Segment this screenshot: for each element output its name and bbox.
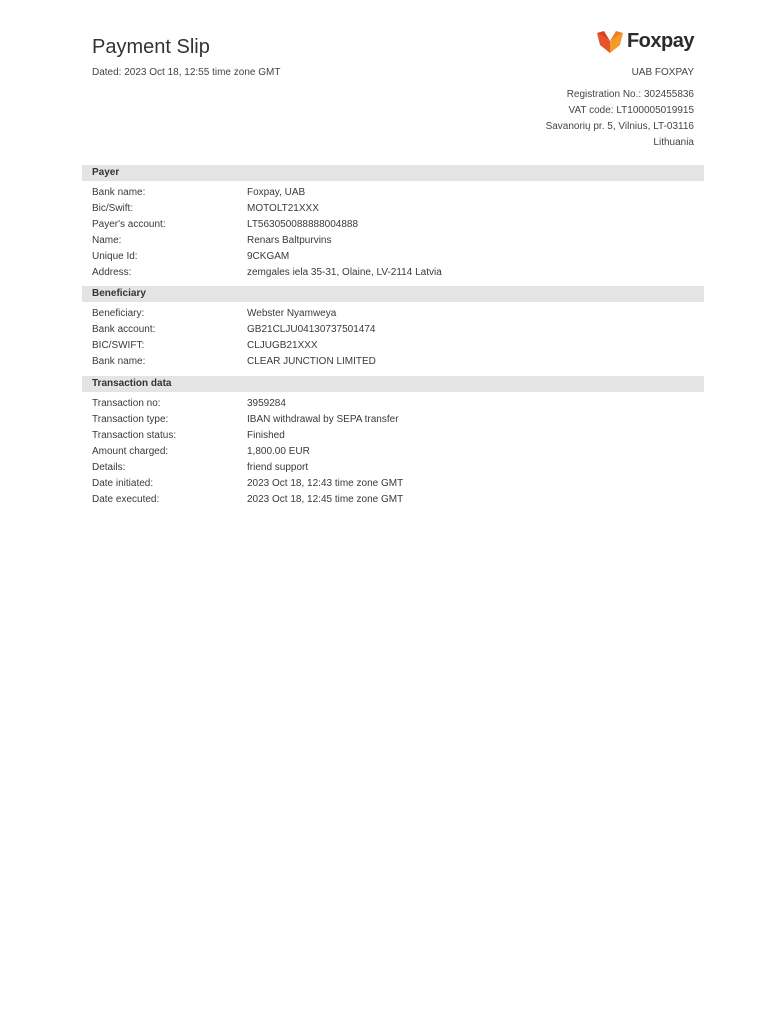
detail-row [82,354,704,370]
row-label: Bank account: [92,324,156,335]
row-label: Details: [92,462,126,473]
company-info [546,65,694,151]
row-label: Transaction status: [92,430,177,441]
row-value: 2023 Oct 18, 12:45 time zone GMT [247,494,404,505]
section-header-beneficiary: Beneficiary [82,286,704,302]
transaction-section [82,376,704,508]
detail-row [82,233,704,249]
logo-wordmark: Foxpay [626,30,694,52]
company-vat: VAT code: LT100005019915 [568,105,694,116]
beneficiary-section [82,286,704,370]
detail-row [82,396,704,412]
row-label: Bank name: [92,187,146,198]
company-name: UAB FOXPAY [631,67,694,78]
detail-row [82,322,704,338]
company-registration: Registration No.: 302455836 [566,89,694,100]
row-label: Name: [92,235,122,246]
detail-row [82,306,704,322]
row-label: Beneficiary: [92,308,145,319]
row-value: friend support [247,462,309,473]
detail-row [82,476,704,492]
fox-logo-icon [597,31,623,53]
page-title: Payment Slip [92,36,210,58]
detail-row [82,444,704,460]
company-country: Lithuania [653,137,694,148]
row-label: Amount charged: [92,446,169,457]
payer-section [82,165,704,281]
row-value: IBAN withdrawal by SEPA transfer [247,414,399,425]
row-value: 3959284 [247,398,286,409]
row-value: GB21CLJU04130737501474 [247,324,376,335]
row-value: Finished [247,430,285,441]
detail-row [82,460,704,476]
row-label: Bank name: [92,356,146,367]
row-label: Transaction no: [92,398,161,409]
row-label: Date executed: [92,494,160,505]
row-value: MOTOLT21XXX [247,203,319,214]
row-label: Transaction type: [92,414,169,425]
row-value: LT563050088888004888 [247,219,359,230]
section-header-payer: Payer [82,165,704,181]
row-label: Unique Id: [92,251,138,262]
row-label: BIC/SWIFT: [92,340,145,351]
section-header-transaction: Transaction data [82,376,704,392]
row-value: Foxpay, UAB [247,187,306,198]
detail-row [82,338,704,354]
detail-row [82,492,704,508]
detail-row [82,412,704,428]
row-label: Address: [92,267,132,278]
row-value: 1,800.00 EUR [247,446,310,457]
row-value: 9CKGAM [247,251,290,262]
row-value: CLEAR JUNCTION LIMITED [247,356,376,367]
row-value: CLJUGB21XXX [247,340,318,351]
detail-row [82,428,704,444]
row-value: 2023 Oct 18, 12:43 time zone GMT [247,478,404,489]
company-address: Savanorių pr. 5, Vilnius, LT-03116 [545,121,694,132]
detail-row [82,265,704,281]
detail-row [82,249,704,265]
row-value: Renars Baltpurvins [247,235,332,246]
row-value: Webster Nyamweya [247,308,337,319]
row-label: Date initiated: [92,478,154,489]
row-label: Payer's account: [92,219,166,230]
foxpay-logo [597,30,694,53]
detail-row [82,217,704,233]
dated-text: Dated: 2023 Oct 18, 12:55 time zone GMT [92,67,281,78]
detail-row [82,201,704,217]
row-label: Bic/Swift: [92,203,134,214]
row-value: zemgales iela 35-31, Olaine, LV-2114 Latvia [247,267,442,278]
detail-row [82,185,704,201]
